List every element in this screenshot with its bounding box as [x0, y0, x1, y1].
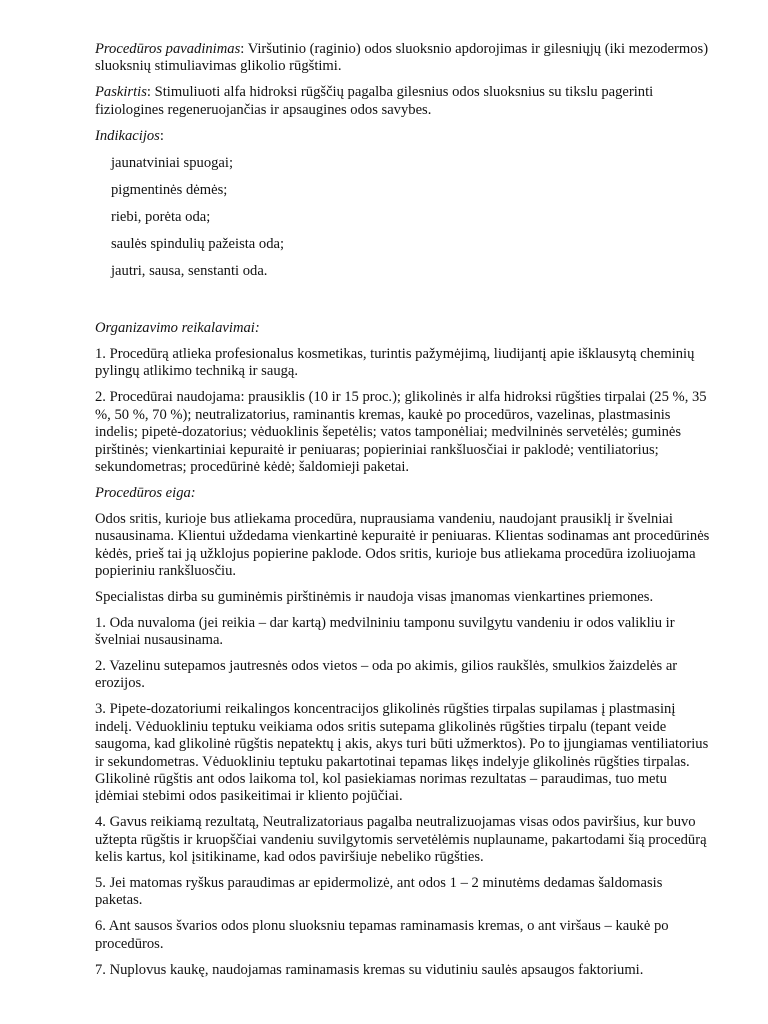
organization-item: 2. Procedūrai naudojama: prausiklis (10 ir 15 proc.); glikolinės ir alfa hidroksi rūgšties tirpalai (25 %, 35 %, 50 %, 70 %); neutralizatorius, raminantis kremas, kaukė po procedūros, vazelinas, plastmasinis indelis; pipetė-dozatorius; vėduoklinis šepetėlis; vatos tamponėliai; medvilninės servetėlės; guminės pirštinės; vienkartiniai kepuraitė ir peniuaras; popieriniai rankšluosčiai ir paklodė; ventiliatorius; sekundometras; procedūrinė kėdė; šaldomieji paketai. [95, 389, 707, 475]
procedure-step: 2. Vazelinu sutepamos jautresnės odos vietos – oda po akimis, gilios raukšlės, smulkios žaizdelės ar erozijos. [95, 658, 678, 692]
procedure-step: 7. Nuplovus kaukę, naudojamas raminamasis kremas su vidutiniu saulės apsaugos faktoriumi. [95, 961, 644, 978]
indication-item: jautri, sausa, senstanti oda. [111, 262, 268, 279]
indication-item: riebi, porėta oda; [111, 208, 211, 225]
section-spacer [95, 300, 712, 320]
indications-suffix: : [159, 127, 164, 144]
indication-item: saulės spindulių pažeista oda; [111, 235, 285, 252]
organization-heading: Organizavimo reikalavimai: [95, 320, 260, 337]
procedure-step: 4. Gavus reikiamą rezultatą, Neutralizatoriaus pagalba neutralizuojamas visas odos paviršius, kur buvo užtepta rūgštis ir kruopščiai vandeniu suvilgytomis servetėlėmis nuplauname, pakartodami šią procedūrą kelis kartus, kol įsitikiname, kad odos paviršiuje nebeliko rūgšties. [95, 814, 707, 866]
procedure-name-paragraph [95, 41, 712, 76]
indications-heading [95, 128, 712, 145]
procedure-name-label: Procedūros pavadinimas [95, 41, 241, 57]
indication-item: pigmentinės dėmės; [111, 181, 228, 198]
indications-label: Indikacijos [95, 127, 160, 144]
procedure-step: 1. Oda nuvaloma (jei reikia – dar kartą) medvilniniu tamponu suvilgytu vandeniu ir odos valikliu ir švelniai nusausinama. [95, 614, 675, 649]
organization-item: 1. Procedūrą atlieka profesionalus kosmetikas, turintis pažymėjimą, liudijantį apie išklausytą cheminių pylingų atlikimo techniką ir saugą. [95, 345, 695, 380]
procedure-name-text: : Viršutinio (raginio) odos sluoksnio apdorojimas ir gilesniųjų (iki mezodermos) sluoksnių stimuliavimas glikolio rūgštimi. [95, 41, 709, 75]
procedure-step: 3. Pipete-dozatoriumi reikalingos koncentracijos glikolinės rūgšties tirpalas supilamas į plastmasinį indelį. Vėduokliniu teptuku veikiama odos sritis sutepama glikolinės rūgšties tirpalu (tepant veide saugoma, kad glikolinė rūgštis nepatektų į akis, akys turi būti užmerktos). Po to įjungiamas ventiliatorius ir sekundometras. Vėduokliniu teptuku pakartotinai tepamas likęs indelyje glikolinės rūgšties tirpalas. Glikolinė rūgštis ant odos laikoma tol, kol pasiekiamas norimas rezultatas – paraudimas, tuo metu įdėmiai stebimi odos pasikeitimai ir kliento pojūčiai. [95, 701, 709, 805]
procedure-step: 5. Jei matomas ryškus paraudimas ar epidermolizė, ant odos 1 – 2 minutėms dedamas šaldomasis paketas. [95, 875, 663, 909]
purpose-paragraph [95, 84, 712, 119]
indication-item: jaunatviniai spuogai; [111, 155, 233, 172]
purpose-text: : Stimuliuoti alfa hidroksi rūgščių pagalba gilesnius odos sluoksnius su tikslu pagerinti fiziologines regeneruojančias ir apsaugines odos savybes. [95, 84, 654, 118]
procedure-heading: Procedūros eiga: [95, 484, 196, 501]
purpose-label: Paskirtis [95, 84, 147, 101]
procedure-intro-paragraph: Specialistas dirba su guminėmis pirštinėmis ir naudoja visas įmanomas vienkartines priemones. [95, 588, 654, 605]
procedure-intro-paragraph: Odos sritis, kurioje bus atliekama procedūra, nuprausiama vandeniu, naudojant prausiklį ir švelniai nusausinama. Klientui uždedama vienkartinė kepuraitė ir peniuaras. Klientas sodinamas ant procedūrinės kėdės, prieš tai ją užklojus popierine paklode. Odos sritis, kurioje bus atliekama procedūra izoliuojama popieriniu rankšluosčiu. [95, 510, 710, 579]
procedure-step: 6. Ant sausos švarios odos plonu sluoksniu tepamas raminamasis kremas, o ant viršaus – kaukė po procedūros. [95, 918, 669, 952]
